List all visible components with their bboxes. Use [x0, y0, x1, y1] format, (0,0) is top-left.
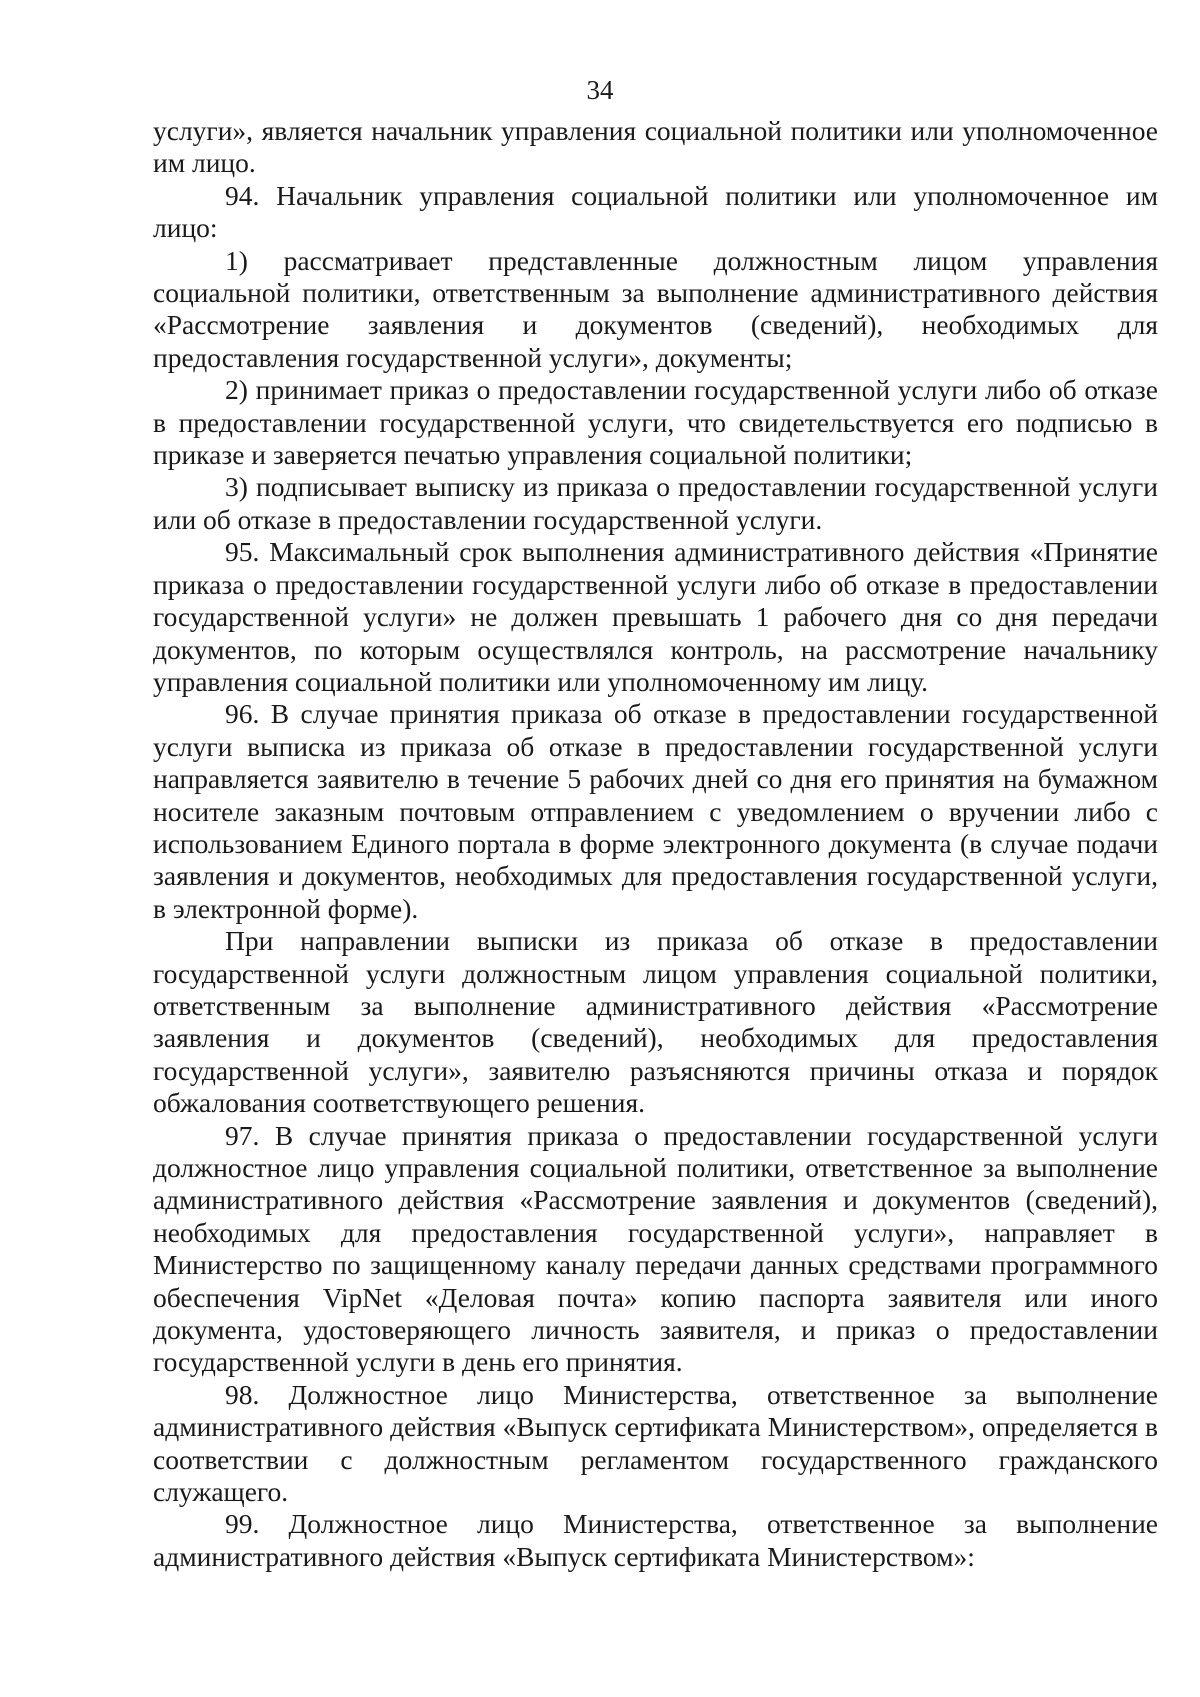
paragraph-99: 99. Должностное лицо Министерства, ответственное за выполнение административного действия «Выпуск сертификата Министерством»: — [153, 1508, 1158, 1572]
paragraph-94-item-1: 1) рассматривает представленные должностным лицом управления социальной политики, ответственным за выполнение административного действия «Рассмотрение заявления и документов (сведений), необходимых для предоставления государственной услуги», документы; — [153, 244, 1158, 373]
paragraph-continuation: услуги», является начальник управления социальной политики или уполномоченное им лицо. — [153, 115, 1158, 179]
paragraph-94: 94. Начальник управления социальной политики или уполномоченное им лицо: — [153, 179, 1158, 244]
paragraph-96-refusal-explanation: При направлении выписки из приказа об отказе в предоставлении государственной услуги должностным лицом управления социальной политики, ответственным за выполнение административного действия «Рассмотрение заявления и документов (сведений), необходимых для предоставления государственной услуги», заявителю разъясняются причины отказа и порядок обжалования соответствующего решения. — [153, 925, 1158, 1119]
page-number: 34 — [586, 75, 614, 105]
paragraph-96: 96. В случае принятия приказа об отказе в предоставлении государственной услуги выписка из приказа об отказе в предоставлении государственной услуги направляется заявителю в течение 5 рабочих дней со дня его принятия на бумажном носителе заказным почтовым отправлением с уведомлением о вручении либо с использованием Единого портала в форме электронного документа (в случае подачи заявления и документов, необходимых для предоставления государственной услуги, в электронной форме). — [153, 698, 1158, 924]
paragraph-98: 98. Должностное лицо Министерства, ответственное за выполнение административного действия «Выпуск сертификата Министерством», определяется в соответствии с должностным регламентом государственного гражданского служащего. — [153, 1378, 1158, 1508]
paragraph-94-item-3: 3) подписывает выписку из приказа о предоставлении государственной услуги или об отказе в предоставлении государственной услуги. — [153, 471, 1158, 535]
paragraph-95: 95. Максимальный срок выполнения административного действия «Принятие приказа о предоставлении государственной услуги либо об отказе в предоставлении государственной услуги» не должен превышать 1 рабочего дня со дня передачи документов, по которым осуществлялся контроль, на рассмотрение начальнику управления социальной политики или уполномоченному им лицу. — [153, 536, 1158, 697]
document-body — [153, 115, 1158, 1573]
paragraph-94-item-2: 2) принимает приказ о предоставлении государственной услуги либо об отказе в предоставлении государственной услуги, что свидетельствуется его подписью в приказе и заверяется печатью управления социальной политики; — [153, 374, 1158, 471]
paragraph-97: 97. В случае принятия приказа о предоставлении государственной услуги должностное лицо управления социальной политики, ответственное за выполнение административного действия «Рассмотрение заявления и документов (сведений), необходимых для предоставления государственной услуги», направляет в Министерство по защищенному каналу передачи данных средствами программного обеспечения VipNet «Деловая почта» копию паспорта заявителя или иного документа, удостоверяющего личность заявителя, и приказ о предоставлении государственной услуги в день его принятия. — [153, 1119, 1158, 1378]
